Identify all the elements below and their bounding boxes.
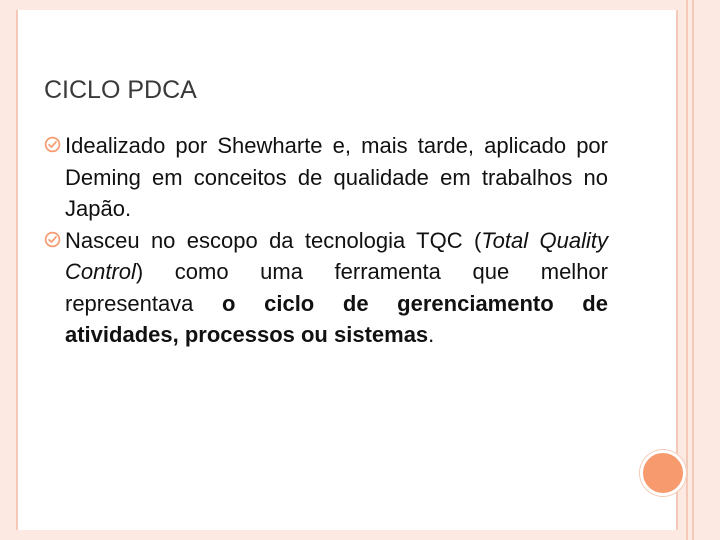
bullet-text-1: Idealizado por Shewharte e, mais tarde, aplicado por Deming em conceitos de qualidade em trabalhos no Japão. bbox=[65, 133, 608, 221]
slide-title: CICLO PDCA bbox=[44, 76, 197, 104]
decorative-circle bbox=[640, 450, 686, 496]
bullet-text-2a: Nasceu no escopo da tecnologia TQC ( bbox=[65, 227, 482, 253]
bullet-list bbox=[44, 130, 608, 351]
bullet-text-2e: . bbox=[428, 322, 435, 347]
bullet-item bbox=[44, 225, 608, 351]
orange-circle-check-icon bbox=[44, 231, 61, 248]
bullet-text-2d-bold: o ciclo de gerenciamento de atividades, processos ou sistemas bbox=[65, 290, 608, 347]
bullet-text-2c: ) como uma ferramenta que melhor representava bbox=[65, 259, 608, 316]
right-rule-outer bbox=[692, 0, 694, 540]
orange-circle-check-icon bbox=[44, 136, 61, 153]
bullet-item bbox=[44, 130, 608, 225]
right-rule bbox=[686, 0, 688, 540]
bullet-text-2b-italic: Total Quality Control bbox=[65, 227, 608, 284]
